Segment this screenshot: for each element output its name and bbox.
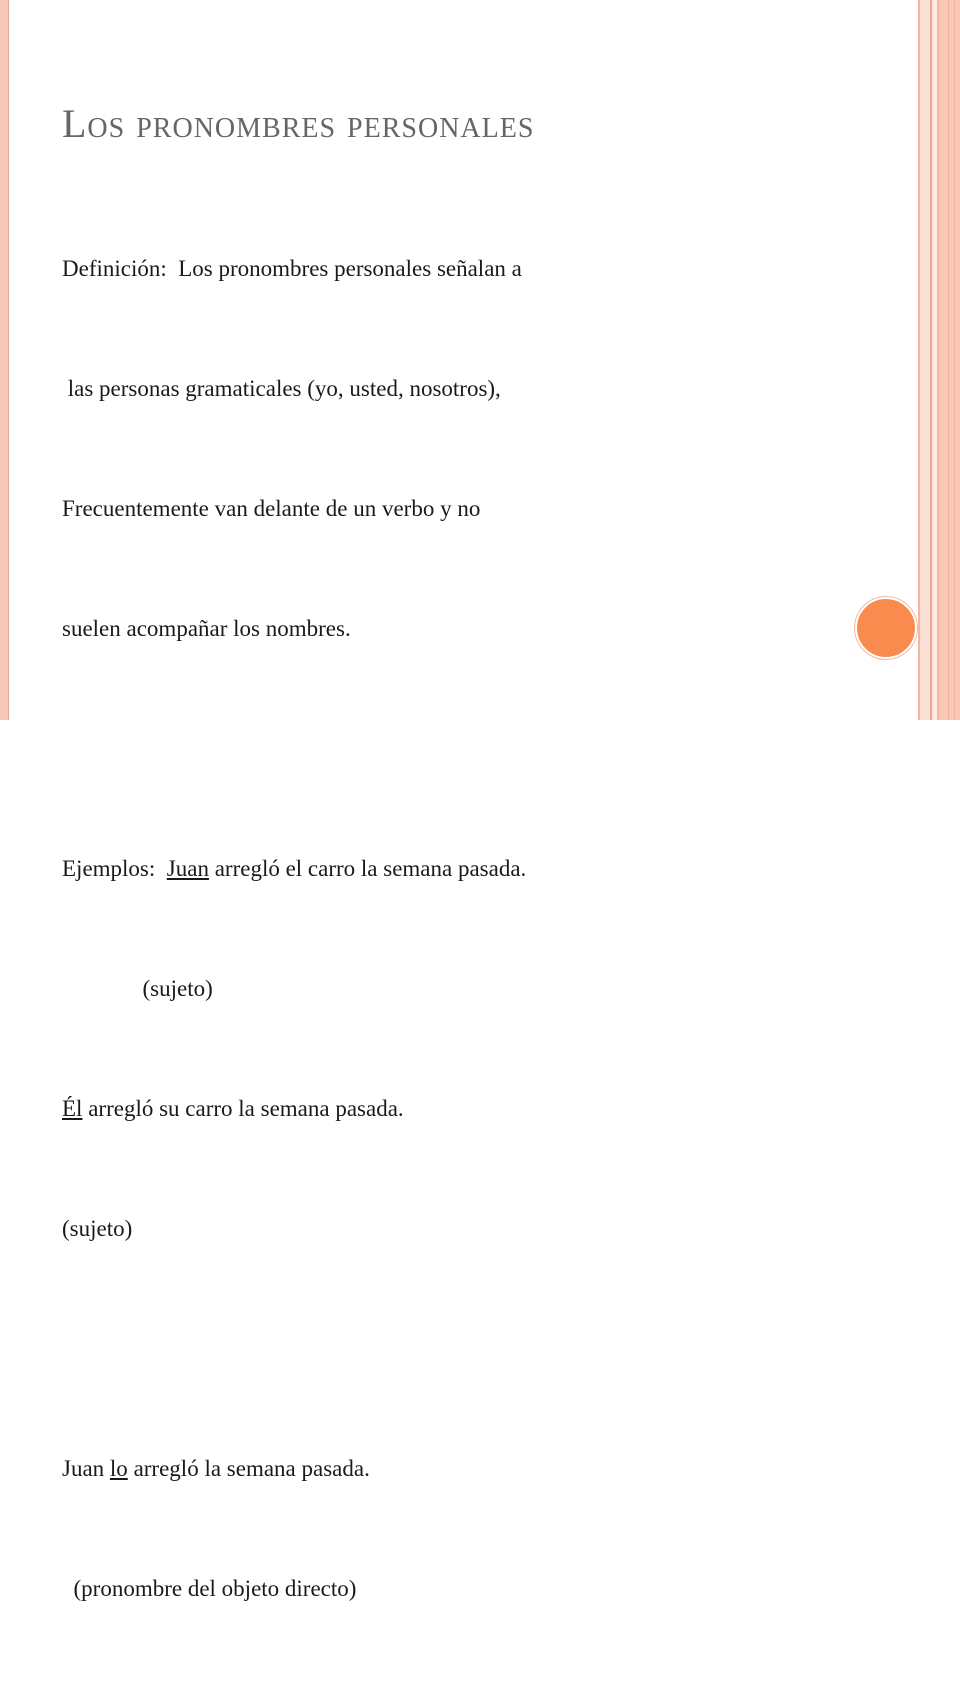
example-underlined-word: Él <box>62 1096 83 1121</box>
orange-circle-decoration <box>855 597 917 659</box>
slide-title: Los pronombres personales <box>62 101 535 146</box>
example-note: (sujeto) <box>62 976 213 1001</box>
example-rest: arregló el carro la semana pasada. <box>208 856 527 881</box>
right-stripe-decoration <box>948 0 949 720</box>
right-stripe-decoration <box>939 0 960 720</box>
example-prefix: Juan <box>62 1456 110 1481</box>
definition-line: Definición: Los pronombres personales señalan a <box>62 256 522 281</box>
example-line <box>62 1449 526 1489</box>
example-rest: arregló la semana pasada. <box>127 1456 370 1481</box>
definition-line: Frecuentemente van delante de un verbo y no <box>62 496 481 521</box>
slide-body <box>62 169 526 1689</box>
left-border-decoration <box>0 0 9 720</box>
example-note: (pronombre del objeto directo) <box>62 1576 357 1601</box>
definition-line: las personas gramaticales (yo, usted, nosotros), <box>62 376 501 401</box>
example-underlined-word: Juan <box>166 856 209 881</box>
right-stripe-decoration <box>954 0 955 720</box>
right-stripe-decoration <box>920 0 930 720</box>
example-note: (sujeto) <box>62 1216 133 1241</box>
example-line <box>62 1089 526 1129</box>
example-prefix: Ejemplos: <box>62 856 167 881</box>
blank-line <box>62 1329 526 1369</box>
example-underlined-word: lo <box>109 1456 128 1481</box>
blank-line <box>62 729 526 769</box>
example-rest: arregló su carro la semana pasada. <box>82 1096 404 1121</box>
example-line <box>62 849 526 889</box>
definition-line: suelen acompañar los nombres. <box>62 616 351 641</box>
